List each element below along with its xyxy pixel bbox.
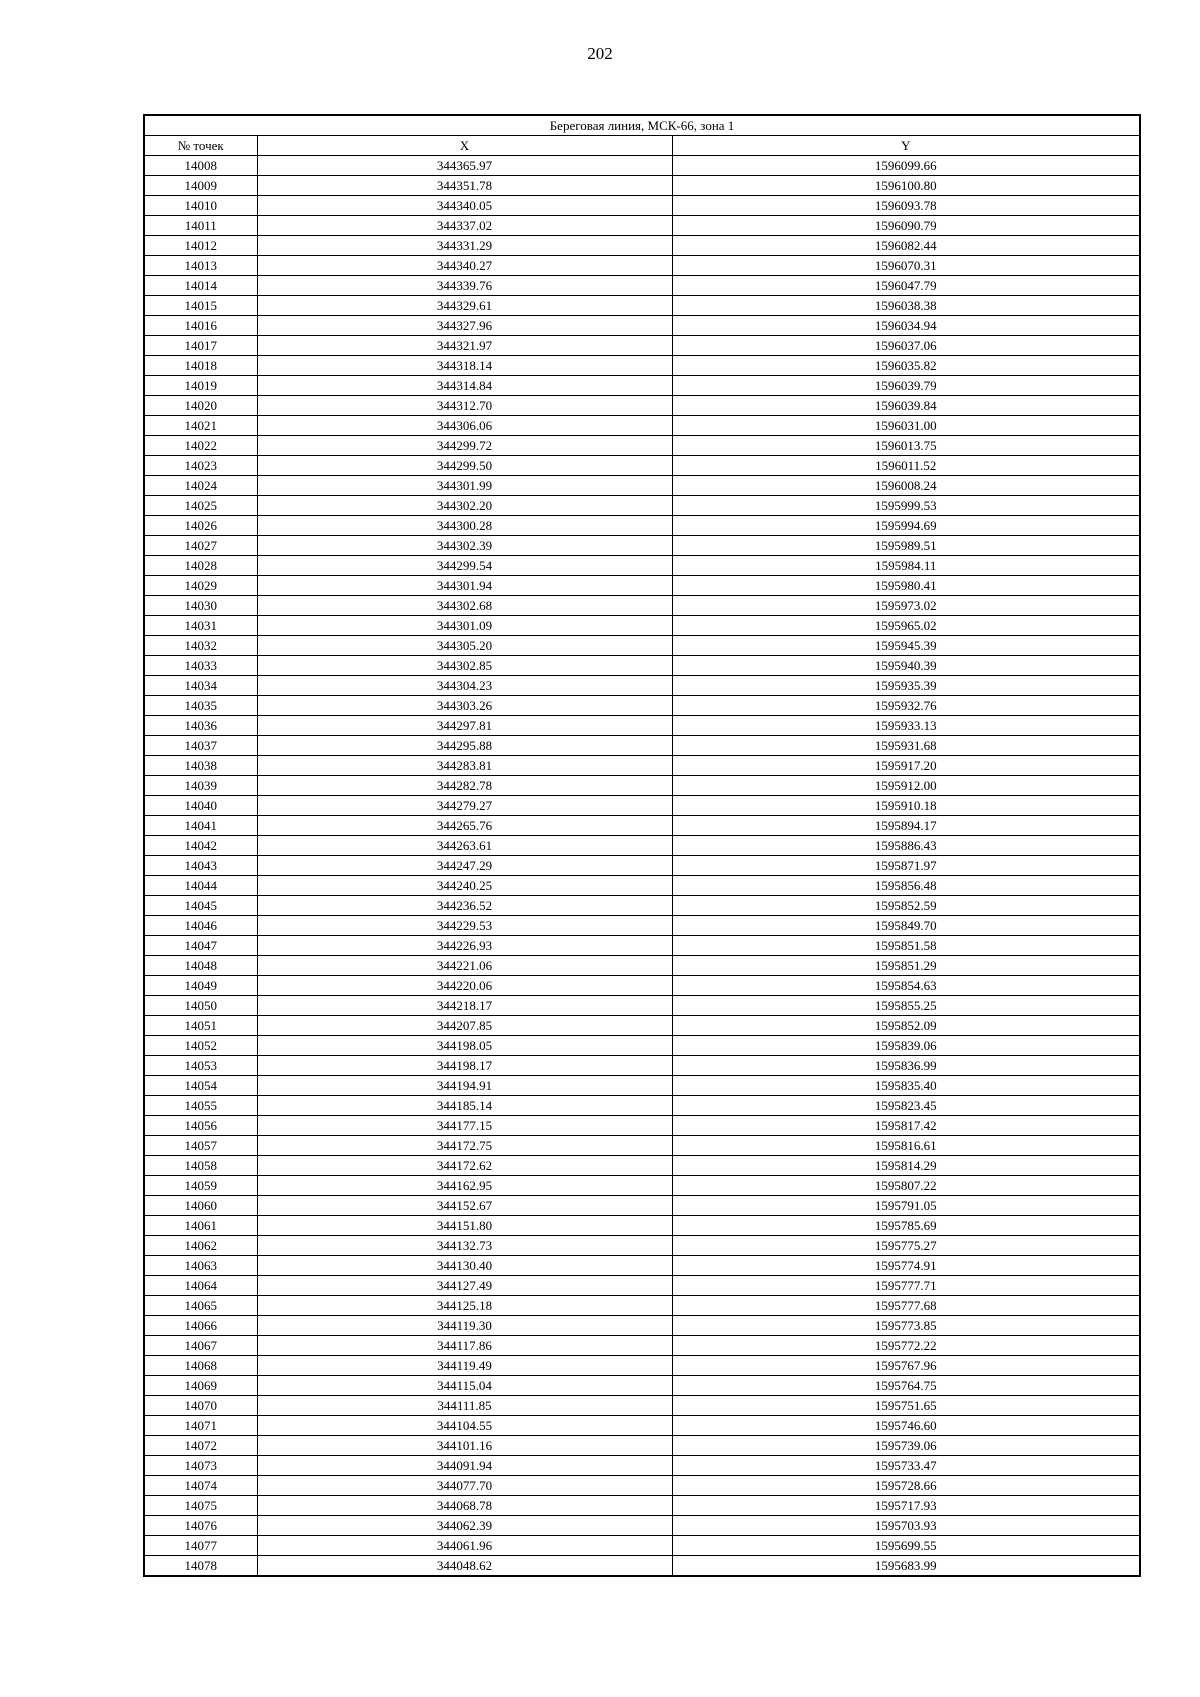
point-number-cell: 14018 (144, 356, 257, 376)
y-cell: 1595912.00 (672, 776, 1140, 796)
y-cell: 1595777.71 (672, 1276, 1140, 1296)
point-number-cell: 14053 (144, 1056, 257, 1076)
point-number-cell: 14037 (144, 736, 257, 756)
table-row (144, 1156, 1140, 1176)
point-number-cell: 14022 (144, 436, 257, 456)
y-cell: 1595854.63 (672, 976, 1140, 996)
x-cell: 344236.52 (257, 896, 672, 916)
table-row (144, 496, 1140, 516)
x-cell: 344314.84 (257, 376, 672, 396)
x-cell: 344132.73 (257, 1236, 672, 1256)
y-cell: 1595871.97 (672, 856, 1140, 876)
x-cell: 344247.29 (257, 856, 672, 876)
table-row (144, 1116, 1140, 1136)
header-x: X (257, 136, 672, 156)
table-row (144, 196, 1140, 216)
point-number-cell: 14043 (144, 856, 257, 876)
y-cell: 1595814.29 (672, 1156, 1140, 1176)
y-cell: 1595933.13 (672, 716, 1140, 736)
point-number-cell: 14078 (144, 1556, 257, 1577)
table-row (144, 916, 1140, 936)
y-cell: 1595917.20 (672, 756, 1140, 776)
point-number-cell: 14048 (144, 956, 257, 976)
table-row (144, 1496, 1140, 1516)
y-cell: 1595910.18 (672, 796, 1140, 816)
y-cell: 1595935.39 (672, 676, 1140, 696)
y-cell: 1595699.55 (672, 1536, 1140, 1556)
x-cell: 344127.49 (257, 1276, 672, 1296)
point-number-cell: 14039 (144, 776, 257, 796)
table-row (144, 776, 1140, 796)
point-number-cell: 14065 (144, 1296, 257, 1316)
x-cell: 344152.67 (257, 1196, 672, 1216)
x-cell: 344115.04 (257, 1376, 672, 1396)
point-number-cell: 14066 (144, 1316, 257, 1336)
point-number-cell: 14026 (144, 516, 257, 536)
point-number-cell: 14033 (144, 656, 257, 676)
point-number-cell: 14051 (144, 1016, 257, 1036)
table-row (144, 256, 1140, 276)
y-cell: 1595823.45 (672, 1096, 1140, 1116)
point-number-cell: 14042 (144, 836, 257, 856)
x-cell: 344303.26 (257, 696, 672, 716)
x-cell: 344198.17 (257, 1056, 672, 1076)
y-cell: 1596100.80 (672, 176, 1140, 196)
y-cell: 1595894.17 (672, 816, 1140, 836)
point-number-cell: 14067 (144, 1336, 257, 1356)
table-body (144, 156, 1140, 1577)
x-cell: 344101.16 (257, 1436, 672, 1456)
x-cell: 344299.54 (257, 556, 672, 576)
table-row (144, 816, 1140, 836)
y-cell: 1596093.78 (672, 196, 1140, 216)
table-row (144, 516, 1140, 536)
table-row (144, 1356, 1140, 1376)
table-row (144, 316, 1140, 336)
y-cell: 1595931.68 (672, 736, 1140, 756)
y-cell: 1595775.27 (672, 1236, 1140, 1256)
table-row (144, 996, 1140, 1016)
table-row (144, 216, 1140, 236)
table-row (144, 1516, 1140, 1536)
table-row (144, 1556, 1140, 1577)
table-row (144, 876, 1140, 896)
table-title: Береговая линия, МСК-66, зона 1 (144, 115, 1140, 136)
table-row (144, 156, 1140, 176)
y-cell: 1595851.58 (672, 936, 1140, 956)
table-row (144, 1396, 1140, 1416)
x-cell: 344130.40 (257, 1256, 672, 1276)
y-cell: 1595717.93 (672, 1496, 1140, 1516)
x-cell: 344297.81 (257, 716, 672, 736)
y-cell: 1596039.84 (672, 396, 1140, 416)
point-number-cell: 14069 (144, 1376, 257, 1396)
point-number-cell: 14009 (144, 176, 257, 196)
y-cell: 1595785.69 (672, 1216, 1140, 1236)
table-row (144, 1056, 1140, 1076)
point-number-cell: 14077 (144, 1536, 257, 1556)
table-row (144, 1076, 1140, 1096)
x-cell: 344304.23 (257, 676, 672, 696)
point-number-cell: 14016 (144, 316, 257, 336)
point-number-cell: 14073 (144, 1456, 257, 1476)
point-number-cell: 14068 (144, 1356, 257, 1376)
x-cell: 344337.02 (257, 216, 672, 236)
y-cell: 1595851.29 (672, 956, 1140, 976)
point-number-cell: 14061 (144, 1216, 257, 1236)
point-number-cell: 14021 (144, 416, 257, 436)
point-number-cell: 14020 (144, 396, 257, 416)
table-head (144, 115, 1140, 156)
y-cell: 1595728.66 (672, 1476, 1140, 1496)
table-row (144, 336, 1140, 356)
x-cell: 344282.78 (257, 776, 672, 796)
y-cell: 1595973.02 (672, 596, 1140, 616)
point-number-cell: 14040 (144, 796, 257, 816)
point-number-cell: 14012 (144, 236, 257, 256)
y-cell: 1595816.61 (672, 1136, 1140, 1156)
y-cell: 1596070.31 (672, 256, 1140, 276)
y-cell: 1596039.79 (672, 376, 1140, 396)
point-number-cell: 14030 (144, 596, 257, 616)
point-number-cell: 14059 (144, 1176, 257, 1196)
table-row (144, 896, 1140, 916)
x-cell: 344329.61 (257, 296, 672, 316)
x-cell: 344119.30 (257, 1316, 672, 1336)
x-cell: 344318.14 (257, 356, 672, 376)
x-cell: 344151.80 (257, 1216, 672, 1236)
y-cell: 1595980.41 (672, 576, 1140, 596)
point-number-cell: 14052 (144, 1036, 257, 1056)
table-row (144, 236, 1140, 256)
page-number: 202 (587, 44, 613, 63)
y-cell: 1596047.79 (672, 276, 1140, 296)
y-cell: 1596035.82 (672, 356, 1140, 376)
point-number-cell: 14027 (144, 536, 257, 556)
y-cell: 1595807.22 (672, 1176, 1140, 1196)
y-cell: 1595999.53 (672, 496, 1140, 516)
x-cell: 344340.05 (257, 196, 672, 216)
point-number-cell: 14057 (144, 1136, 257, 1156)
point-number-cell: 14032 (144, 636, 257, 656)
y-cell: 1595683.99 (672, 1556, 1140, 1577)
point-number-cell: 14010 (144, 196, 257, 216)
y-cell: 1595852.59 (672, 896, 1140, 916)
y-cell: 1595773.85 (672, 1316, 1140, 1336)
point-number-cell: 14075 (144, 1496, 257, 1516)
x-cell: 344226.93 (257, 936, 672, 956)
table-title-row (144, 115, 1140, 136)
x-cell: 344198.05 (257, 1036, 672, 1056)
point-number-cell: 14029 (144, 576, 257, 596)
point-number-cell: 14047 (144, 936, 257, 956)
y-cell: 1595839.06 (672, 1036, 1140, 1056)
point-number-cell: 14045 (144, 896, 257, 916)
table-row (144, 1236, 1140, 1256)
table-row (144, 576, 1140, 596)
y-cell: 1595994.69 (672, 516, 1140, 536)
x-cell: 344177.15 (257, 1116, 672, 1136)
x-cell: 344321.97 (257, 336, 672, 356)
table-row (144, 456, 1140, 476)
point-number-cell: 14060 (144, 1196, 257, 1216)
coordinates-table (143, 114, 1141, 1577)
point-number-cell: 14038 (144, 756, 257, 776)
table-row (144, 1256, 1140, 1276)
table-row (144, 1336, 1140, 1356)
y-cell: 1595767.96 (672, 1356, 1140, 1376)
point-number-cell: 14063 (144, 1256, 257, 1276)
point-number-cell: 14011 (144, 216, 257, 236)
table-row (144, 936, 1140, 956)
point-number-cell: 14041 (144, 816, 257, 836)
x-cell: 344265.76 (257, 816, 672, 836)
point-number-cell: 14015 (144, 296, 257, 316)
table-row (144, 696, 1140, 716)
table-row (144, 1536, 1140, 1556)
y-cell: 1596037.06 (672, 336, 1140, 356)
table-row (144, 416, 1140, 436)
point-number-cell: 14058 (144, 1156, 257, 1176)
x-cell: 344331.29 (257, 236, 672, 256)
x-cell: 344327.96 (257, 316, 672, 336)
x-cell: 344240.25 (257, 876, 672, 896)
table-row (144, 1016, 1140, 1036)
table-row (144, 1176, 1140, 1196)
table-row (144, 296, 1140, 316)
point-number-cell: 14024 (144, 476, 257, 496)
x-cell: 344068.78 (257, 1496, 672, 1516)
table-row (144, 1416, 1140, 1436)
table-row (144, 956, 1140, 976)
x-cell: 344351.78 (257, 176, 672, 196)
x-cell: 344300.28 (257, 516, 672, 536)
y-cell: 1596008.24 (672, 476, 1140, 496)
x-cell: 344339.76 (257, 276, 672, 296)
y-cell: 1596034.94 (672, 316, 1140, 336)
table-row (144, 176, 1140, 196)
x-cell: 344295.88 (257, 736, 672, 756)
table-row (144, 836, 1140, 856)
point-number-cell: 14023 (144, 456, 257, 476)
y-cell: 1595764.75 (672, 1376, 1140, 1396)
point-number-cell: 14054 (144, 1076, 257, 1096)
table-row (144, 1096, 1140, 1116)
table-row (144, 636, 1140, 656)
y-cell: 1595733.47 (672, 1456, 1140, 1476)
table-row (144, 1316, 1140, 1336)
table-row (144, 1436, 1140, 1456)
point-number-cell: 14070 (144, 1396, 257, 1416)
point-number-cell: 14055 (144, 1096, 257, 1116)
y-cell: 1595932.76 (672, 696, 1140, 716)
point-number-cell: 14071 (144, 1416, 257, 1436)
x-cell: 344340.27 (257, 256, 672, 276)
point-number-cell: 14050 (144, 996, 257, 1016)
point-number-cell: 14034 (144, 676, 257, 696)
table-row (144, 376, 1140, 396)
y-cell: 1595751.65 (672, 1396, 1140, 1416)
point-number-cell: 14035 (144, 696, 257, 716)
table-row (144, 536, 1140, 556)
x-cell: 344185.14 (257, 1096, 672, 1116)
table-row (144, 276, 1140, 296)
x-cell: 344365.97 (257, 156, 672, 176)
y-cell: 1595965.02 (672, 616, 1140, 636)
header-point-number: № точек (144, 136, 257, 156)
x-cell: 344119.49 (257, 1356, 672, 1376)
x-cell: 344301.09 (257, 616, 672, 636)
x-cell: 344117.86 (257, 1336, 672, 1356)
y-cell: 1595989.51 (672, 536, 1140, 556)
y-cell: 1596011.52 (672, 456, 1140, 476)
x-cell: 344301.94 (257, 576, 672, 596)
point-number-cell: 14036 (144, 716, 257, 736)
table-row (144, 976, 1140, 996)
table-row (144, 796, 1140, 816)
y-cell: 1596013.75 (672, 436, 1140, 456)
point-number-cell: 14017 (144, 336, 257, 356)
y-cell: 1595984.11 (672, 556, 1140, 576)
table-row (144, 1036, 1140, 1056)
x-cell: 344263.61 (257, 836, 672, 856)
point-number-cell: 14074 (144, 1476, 257, 1496)
point-number-cell: 14062 (144, 1236, 257, 1256)
table-row (144, 1196, 1140, 1216)
point-number-cell: 14044 (144, 876, 257, 896)
table-row (144, 1296, 1140, 1316)
y-cell: 1596031.00 (672, 416, 1140, 436)
x-cell: 344299.72 (257, 436, 672, 456)
x-cell: 344104.55 (257, 1416, 672, 1436)
y-cell: 1595849.70 (672, 916, 1140, 936)
y-cell: 1596082.44 (672, 236, 1140, 256)
table-row (144, 396, 1140, 416)
point-number-cell: 14064 (144, 1276, 257, 1296)
x-cell: 344207.85 (257, 1016, 672, 1036)
x-cell: 344061.96 (257, 1536, 672, 1556)
y-cell: 1595739.06 (672, 1436, 1140, 1456)
x-cell: 344111.85 (257, 1396, 672, 1416)
y-cell: 1595855.25 (672, 996, 1140, 1016)
x-cell: 344062.39 (257, 1516, 672, 1536)
table-row (144, 1276, 1140, 1296)
y-cell: 1595703.93 (672, 1516, 1140, 1536)
table-row (144, 1456, 1140, 1476)
x-cell: 344279.27 (257, 796, 672, 816)
y-cell: 1595777.68 (672, 1296, 1140, 1316)
y-cell: 1595817.42 (672, 1116, 1140, 1136)
point-number-cell: 14014 (144, 276, 257, 296)
table-row (144, 1216, 1140, 1236)
point-number-cell: 14072 (144, 1436, 257, 1456)
table-row (144, 436, 1140, 456)
x-cell: 344302.20 (257, 496, 672, 516)
x-cell: 344194.91 (257, 1076, 672, 1096)
table-row (144, 716, 1140, 736)
y-cell: 1595836.99 (672, 1056, 1140, 1076)
table-row (144, 656, 1140, 676)
point-number-cell: 14049 (144, 976, 257, 996)
y-cell: 1595774.91 (672, 1256, 1140, 1276)
y-cell: 1595835.40 (672, 1076, 1140, 1096)
x-cell: 344220.06 (257, 976, 672, 996)
header-y: Y (672, 136, 1140, 156)
y-cell: 1596038.38 (672, 296, 1140, 316)
table-row (144, 736, 1140, 756)
x-cell: 344125.18 (257, 1296, 672, 1316)
y-cell: 1595791.05 (672, 1196, 1140, 1216)
table-row (144, 676, 1140, 696)
x-cell: 344172.62 (257, 1156, 672, 1176)
point-number-cell: 14008 (144, 156, 257, 176)
table-row (144, 1136, 1140, 1156)
y-cell: 1595852.09 (672, 1016, 1140, 1036)
table-header-row (144, 136, 1140, 156)
y-cell: 1595945.39 (672, 636, 1140, 656)
x-cell: 344221.06 (257, 956, 672, 976)
y-cell: 1595856.48 (672, 876, 1140, 896)
y-cell: 1595940.39 (672, 656, 1140, 676)
x-cell: 344305.20 (257, 636, 672, 656)
table-row (144, 356, 1140, 376)
table-row (144, 1376, 1140, 1396)
point-number-cell: 14013 (144, 256, 257, 276)
x-cell: 344301.99 (257, 476, 672, 496)
point-number-cell: 14056 (144, 1116, 257, 1136)
x-cell: 344302.68 (257, 596, 672, 616)
point-number-cell: 14019 (144, 376, 257, 396)
point-number-cell: 14046 (144, 916, 257, 936)
table-row (144, 756, 1140, 776)
point-number-cell: 14076 (144, 1516, 257, 1536)
table-row (144, 856, 1140, 876)
point-number-cell: 14031 (144, 616, 257, 636)
table-row (144, 476, 1140, 496)
x-cell: 344218.17 (257, 996, 672, 1016)
table-row (144, 616, 1140, 636)
table-row (144, 596, 1140, 616)
x-cell: 344302.85 (257, 656, 672, 676)
y-cell: 1595746.60 (672, 1416, 1140, 1436)
x-cell: 344091.94 (257, 1456, 672, 1476)
table-row (144, 1476, 1140, 1496)
table-row (144, 556, 1140, 576)
x-cell: 344299.50 (257, 456, 672, 476)
x-cell: 344229.53 (257, 916, 672, 936)
y-cell: 1596090.79 (672, 216, 1140, 236)
x-cell: 344048.62 (257, 1556, 672, 1577)
x-cell: 344306.06 (257, 416, 672, 436)
y-cell: 1596099.66 (672, 156, 1140, 176)
x-cell: 344162.95 (257, 1176, 672, 1196)
point-number-cell: 14025 (144, 496, 257, 516)
x-cell: 344302.39 (257, 536, 672, 556)
x-cell: 344312.70 (257, 396, 672, 416)
y-cell: 1595772.22 (672, 1336, 1140, 1356)
y-cell: 1595886.43 (672, 836, 1140, 856)
point-number-cell: 14028 (144, 556, 257, 576)
x-cell: 344283.81 (257, 756, 672, 776)
x-cell: 344172.75 (257, 1136, 672, 1156)
x-cell: 344077.70 (257, 1476, 672, 1496)
